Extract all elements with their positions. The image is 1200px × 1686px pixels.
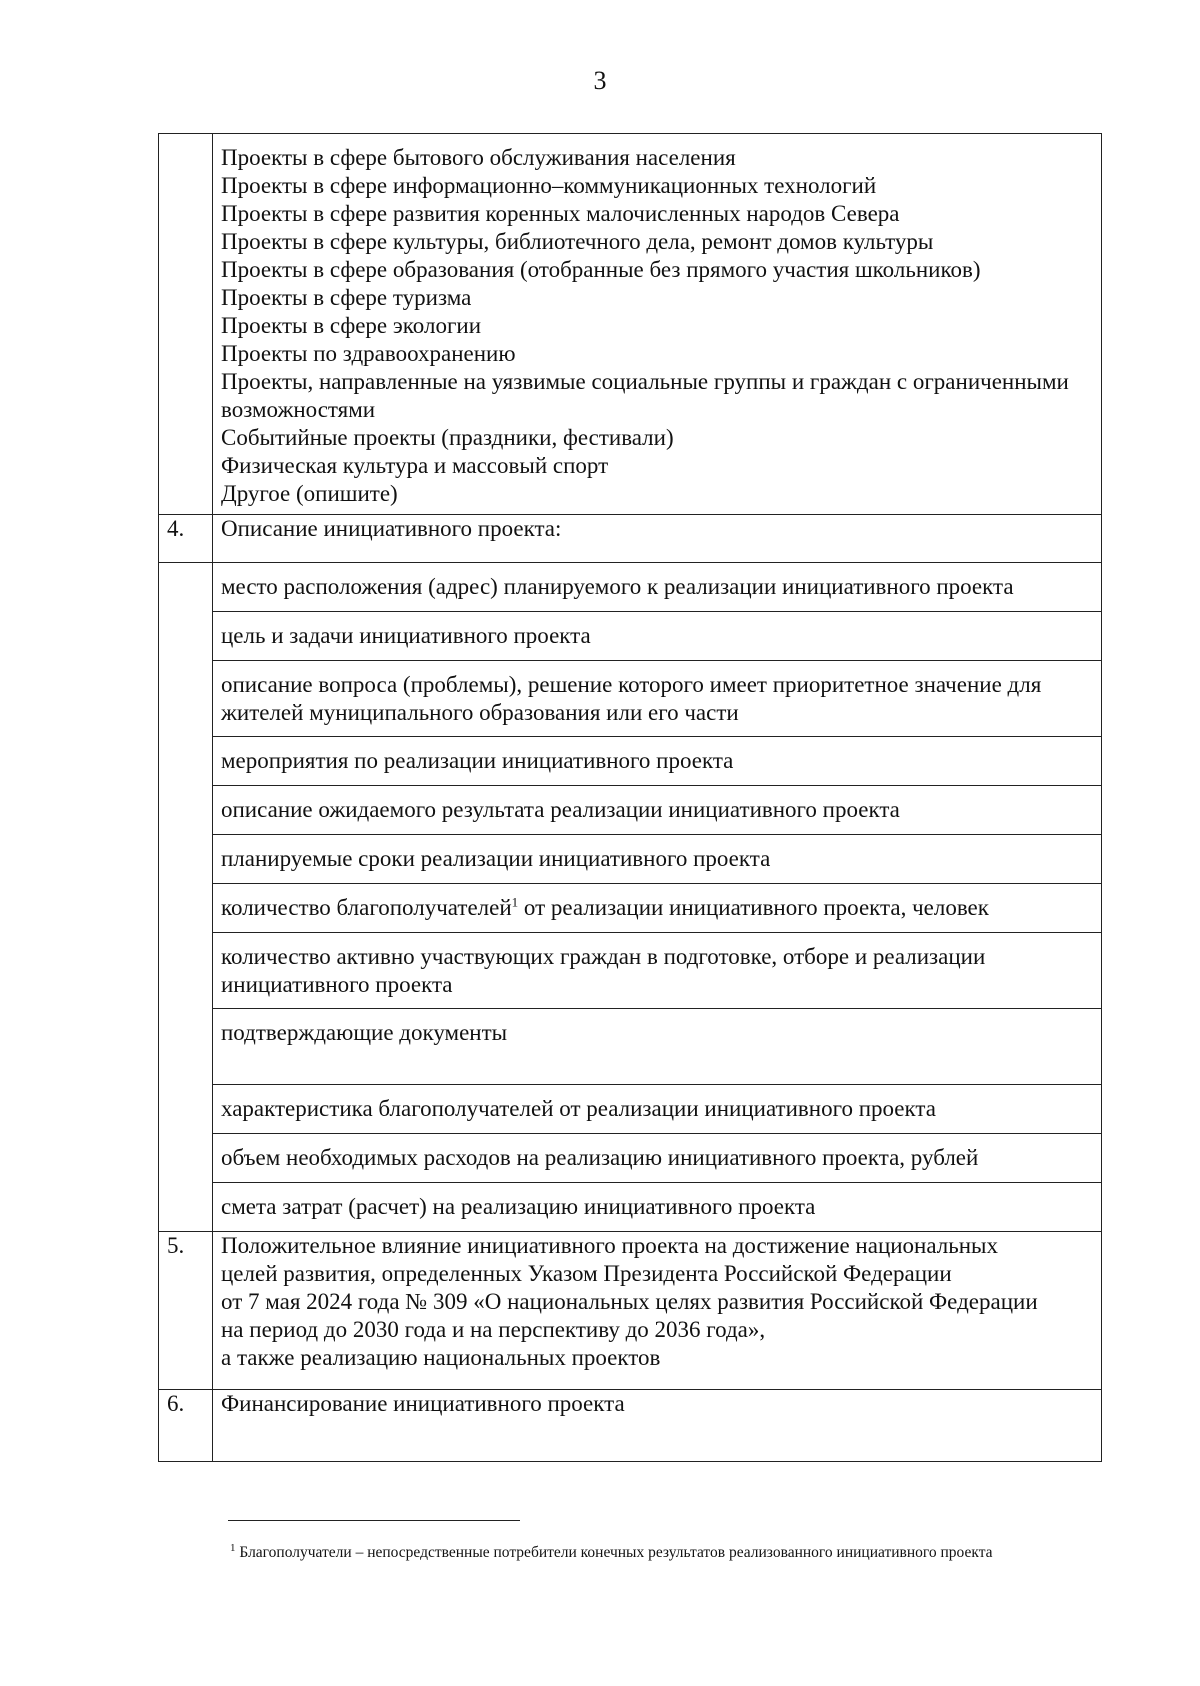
page-number: 3 xyxy=(593,66,607,95)
row-5-line: от 7 мая 2024 года № 309 «О национальных целях развития Российской Федерации xyxy=(221,1289,1038,1314)
category-item: Другое (опишите) xyxy=(221,481,398,506)
category-item: Проекты в сфере развития коренных малочисленных народов Севера xyxy=(221,201,900,226)
footnote-separator xyxy=(228,1520,520,1521)
category-item: Проекты в сфере экологии xyxy=(221,313,481,338)
row-4-item-text: описание ожидаемого результата реализации инициативного проекта xyxy=(213,786,1102,835)
row-4-item-text: объем необходимых расходов на реализацию инициативного проекта, рублей xyxy=(213,1134,1102,1183)
category-item: Проекты в сфере образования (отобранные без прямого участия школьников) xyxy=(221,257,981,282)
row-6-title: Финансирование инициативного проекта xyxy=(213,1390,1102,1462)
category-item: Проекты, направленные на уязвимые социальные группы и граждан с ограниченными возможностями xyxy=(221,369,1069,422)
row-4-item xyxy=(159,835,1102,884)
category-item: Проекты в сфере туризма xyxy=(221,285,472,310)
row-4-item xyxy=(159,1183,1102,1232)
row-4-item xyxy=(159,1085,1102,1134)
row-4-item xyxy=(159,933,1102,1009)
row-4-empty-number-cell xyxy=(159,563,213,1232)
row-4-item xyxy=(159,786,1102,835)
footnote-mark: 1 xyxy=(230,1541,236,1554)
beneficiaries-suffix: от реализации инициативного проекта, человек xyxy=(518,895,989,920)
category-item: Физическая культура и массовый спорт xyxy=(221,453,609,478)
categories-number-cell xyxy=(159,134,213,515)
row-4-item xyxy=(159,737,1102,786)
project-form-table xyxy=(158,133,1102,1462)
footnote-ref: 1 xyxy=(511,894,519,910)
beneficiaries-label: количество благополучателей xyxy=(221,895,512,920)
row-5-line: а также реализацию национальных проектов xyxy=(221,1345,661,1370)
categories-cell xyxy=(213,134,1102,515)
row-4-title: Описание инициативного проекта: xyxy=(213,515,1102,563)
row-4-item xyxy=(159,1009,1102,1085)
row-5 xyxy=(159,1232,1102,1390)
row-4-item-text: смета затрат (расчет) на реализацию инициативного проекта xyxy=(213,1183,1102,1232)
row-5-line: целей развития, определенных Указом Президента Российской Федерации xyxy=(221,1261,952,1286)
row-4-item xyxy=(159,563,1102,612)
category-item: Проекты в сфере бытового обслуживания населения xyxy=(221,145,736,170)
category-item: Проекты в сфере культуры, библиотечного дела, ремонт домов культуры xyxy=(221,229,934,254)
row-4-item-text: планируемые сроки реализации инициативного проекта xyxy=(213,835,1102,884)
category-item: Событийные проекты (праздники, фестивали) xyxy=(221,425,674,450)
row-4-item xyxy=(159,1134,1102,1183)
row-5-line: на период до 2030 года и на перспективу до 2036 года», xyxy=(221,1317,766,1342)
row-5-line: Положительное влияние инициативного проекта на достижение национальных xyxy=(221,1233,999,1258)
row-4-item xyxy=(159,884,1102,933)
categories-row xyxy=(159,134,1102,515)
row-4-item-text: цель и задачи инициативного проекта xyxy=(213,612,1102,661)
row-6-number: 6. xyxy=(159,1390,213,1462)
row-4-item-text: место расположения (адрес) планируемого к реализации инициативного проекта xyxy=(213,563,1102,612)
row-4-item xyxy=(159,661,1102,737)
row-4-number: 4. xyxy=(159,515,213,563)
row-6 xyxy=(159,1390,1102,1462)
row-4-item-text: количество активно участвующих граждан в подготовке, отборе и реализации инициативного проекта xyxy=(213,933,1102,1009)
category-item: Проекты в сфере информационно–коммуникационных технологий xyxy=(221,173,877,198)
row-4-item-text: подтверждающие документы xyxy=(213,1009,1102,1085)
row-4-item xyxy=(159,612,1102,661)
row-5-text xyxy=(213,1232,1102,1390)
row-4-item-text xyxy=(213,884,1102,933)
row-4-item-text: описание вопроса (проблемы), решение которого имеет приоритетное значение для жителей муниципального образования или его части xyxy=(213,661,1102,737)
row-5-number: 5. xyxy=(159,1232,213,1390)
category-item: Проекты по здравоохранению xyxy=(221,341,516,366)
row-4-item-text: мероприятия по реализации инициативного проекта xyxy=(213,737,1102,786)
footnote-text: Благополучатели – непосредственные потребители конечных результатов реализованного инициативного проекта xyxy=(235,1544,993,1561)
row-4 xyxy=(159,515,1102,563)
row-4-item-text: характеристика благополучателей от реализации инициативного проекта xyxy=(213,1085,1102,1134)
footnote xyxy=(158,1541,1102,1565)
